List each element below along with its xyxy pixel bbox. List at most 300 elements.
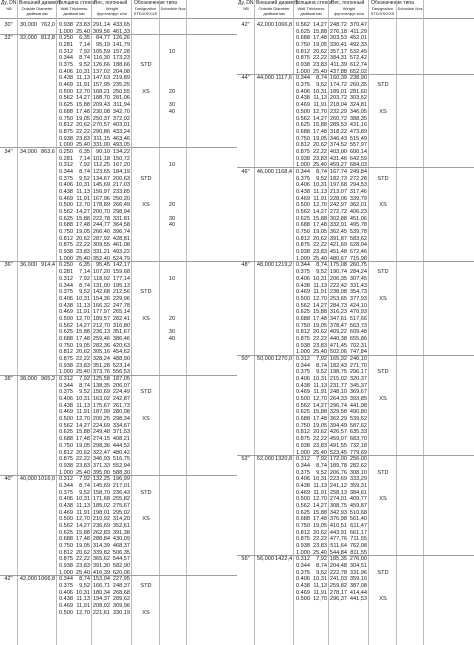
wall-mm: 20,62: [76, 449, 90, 456]
header-dn: Ду, DN: [1, 0, 17, 6]
weight-kg-m: 354,73: [349, 289, 367, 296]
weight-kg-m: 557,97: [349, 142, 367, 149]
wall-in: 0.344: [59, 282, 73, 289]
wall-mm: 11,91: [76, 195, 90, 202]
wall-mm: 11,91: [313, 589, 327, 596]
wall-in: 0.562: [59, 322, 73, 329]
wall-mm: 11,13: [313, 95, 327, 102]
wall-mm: 19,05: [313, 42, 327, 49]
weight-lb-ft: 215,02: [329, 376, 347, 383]
weight-kg-m: 255,82: [112, 496, 130, 503]
column-divider: [186, 0, 187, 645]
wall-in: 0.812: [296, 235, 310, 242]
weight-lb-ft: 190,74: [329, 269, 347, 276]
wall-mm: 12,70: [313, 295, 327, 302]
wall-in: 0.438: [59, 302, 73, 309]
wall-in: 0.500: [296, 295, 310, 302]
weight-lb-ft: 101,18: [92, 155, 110, 162]
wall-in: 0.312: [59, 162, 73, 169]
column-divider: [423, 0, 424, 645]
wall-mm: 14,27: [76, 523, 90, 529]
weight-kg-m: 206,07: [112, 382, 130, 389]
weight-kg-m: 655,86: [349, 335, 367, 342]
weight-lb-ft: 471,45: [329, 342, 347, 349]
wall-mm: 15,88: [313, 215, 327, 222]
header-wg-ru: Вес, погонный: [94, 0, 128, 6]
weight-kg-m: 311,94: [113, 102, 130, 109]
wall-mm: 23,83: [313, 442, 327, 449]
wall-mm: 8,74: [79, 282, 90, 289]
wall-mm: 11,91: [76, 82, 90, 89]
wall-mm: 8,74: [316, 168, 327, 175]
weight-kg-m: 275,67: [112, 502, 130, 509]
wall-in: 0.812: [296, 48, 310, 55]
wall-mm: 11,13: [313, 189, 327, 195]
wall-in: 0.812: [59, 449, 73, 456]
weight-lb-ft: 339,82: [92, 549, 110, 556]
weight-kg-m: 242,87: [112, 396, 130, 403]
wall-mm: 10,31: [76, 496, 90, 503]
wall-in: 0.625: [59, 215, 73, 222]
wall-in: 0.344: [296, 75, 310, 82]
wall-mm: 6,35: [79, 262, 90, 269]
wall-in: 0.750: [59, 442, 73, 449]
weight-kg-m: 177,14: [112, 275, 130, 282]
designation: XS: [379, 396, 387, 403]
wall-mm: 8,74: [79, 168, 90, 175]
weight-lb-ft: 131,00: [92, 282, 110, 289]
nominal-size: 46": [241, 168, 250, 175]
weight-kg-m: 268,68: [112, 589, 130, 596]
weight-lb-ft: 459,27: [329, 162, 347, 169]
wall-in: 0.812: [59, 549, 73, 556]
wall-mm: 19,05: [76, 115, 90, 122]
wall-in: 0.406: [59, 68, 73, 75]
outside-diameter-mm: 762,0: [41, 22, 55, 28]
weight-kg-m: 715,98: [349, 255, 367, 262]
weight-kg-m: 134,22: [112, 148, 130, 155]
wall-in: 0.500: [296, 202, 310, 209]
wall-mm: 17,48: [313, 516, 327, 523]
outside-diameter-in: 40,000: [19, 476, 37, 483]
wall-mm: 20,62: [313, 235, 327, 242]
designation: XS: [379, 202, 387, 209]
schedule: 30: [168, 102, 176, 109]
weight-kg-m: 167,20: [112, 162, 130, 169]
wall-in: 0.500: [296, 396, 310, 403]
wall-mm: 14,27: [76, 95, 90, 102]
schedule: 10: [168, 48, 176, 55]
weight-kg-m: 403,01: [112, 122, 130, 129]
schedule: 20: [168, 88, 176, 95]
weight-kg-m: 217,01: [112, 482, 130, 489]
wall-in: 0.688: [59, 108, 73, 115]
weight-kg-m: 811,55: [350, 549, 367, 556]
weight-kg-m: 188,66: [112, 62, 130, 69]
weight-kg-m: 247,78: [112, 302, 130, 309]
weight-lb-ft: 112,25: [93, 162, 110, 169]
wall-mm: 22,22: [76, 242, 90, 249]
weight-kg-m: 515,49: [349, 135, 367, 142]
wall-mm: 23,83: [76, 22, 90, 28]
wall-mm: 23,83: [76, 462, 90, 469]
wall-in: 0.500: [59, 202, 73, 209]
weight-lb-ft: 288,84: [92, 536, 110, 543]
wall-mm: 12,70: [313, 396, 327, 403]
schedule: 10: [168, 275, 176, 282]
wall-mm: 22,22: [313, 335, 327, 342]
weight-lb-ft: 212,70: [92, 322, 110, 329]
nominal-size: 38": [4, 376, 13, 383]
wall-in: 0.688: [296, 222, 310, 229]
wall-in: 0.750: [59, 543, 73, 550]
nominal-size: 42": [4, 576, 13, 583]
wall-mm: 15,88: [76, 215, 90, 222]
wall-in: 0.344: [296, 262, 310, 269]
wall-in: 1.000: [59, 569, 73, 576]
weight-kg-m: 282,41: [112, 315, 130, 322]
designation: STD: [377, 82, 389, 89]
weight-lb-ft: 160,39: [329, 75, 347, 82]
wall-mm: 8,74: [316, 462, 327, 469]
wall-mm: 7,14: [79, 155, 90, 162]
designation: STD: [377, 469, 389, 476]
wall-in: 0.688: [296, 416, 310, 423]
wall-mm: 19,05: [313, 229, 327, 236]
weight-kg-m: 539,78: [349, 229, 367, 236]
weight-lb-ft: 175,67: [92, 402, 110, 409]
wall-in: 0.312: [59, 275, 73, 282]
nominal-size: 34": [4, 148, 13, 155]
wall-mm: 11,91: [76, 509, 90, 516]
weight-kg-m: 523,14: [112, 362, 130, 369]
weight-lb-ft: 147,63: [92, 75, 110, 82]
header-wt-en: Wall Thickness дюймов мм: [297, 6, 325, 16]
wall-mm: 7,92: [316, 356, 327, 362]
weight-lb-ft: 221,61: [92, 609, 110, 616]
header-wt-ru: Толщина стенки: [58, 0, 96, 6]
wall-mm: 17,48: [313, 128, 327, 135]
weight-lb-ft: 264,33: [329, 396, 347, 403]
header-wt-en: Wall Thickness дюймов мм: [60, 6, 88, 16]
weight-lb-ft: 409,22: [329, 329, 347, 336]
weight-kg-m: 470,93: [349, 309, 367, 316]
wall-in: 0.469: [59, 509, 73, 516]
wall-in: 0.344: [59, 576, 73, 583]
weight-kg-m: 628,04: [349, 242, 367, 249]
wall-in: 0.438: [59, 402, 73, 409]
wall-mm: 17,48: [76, 536, 90, 543]
weight-kg-m: 142,17: [112, 262, 130, 269]
weight-lb-ft: 287,92: [92, 235, 110, 242]
wall-in: 0.312: [296, 556, 310, 563]
weight-lb-ft: 132,25: [92, 476, 110, 483]
weight-kg-m: 342,70: [112, 108, 130, 115]
weight-kg-m: 408,21: [112, 436, 130, 443]
wall-in: 0.375: [296, 82, 310, 89]
weight-kg-m: 250,20: [112, 195, 130, 202]
wall-in: 0.562: [296, 402, 310, 409]
weight-kg-m: 620,06: [112, 569, 130, 576]
weight-lb-ft: 84,77: [96, 35, 110, 42]
weight-kg-m: 331,96: [349, 569, 367, 576]
weight-lb-ft: 391,30: [92, 563, 110, 570]
designation: XS: [142, 516, 150, 523]
wall-in: 0.469: [296, 389, 310, 396]
designation: STD: [377, 369, 389, 376]
weight-kg-m: 204,08: [112, 68, 130, 75]
wall-in: 0.875: [59, 356, 73, 362]
weight-lb-ft: 204,48: [329, 563, 347, 570]
weight-lb-ft: 491,55: [329, 442, 347, 449]
wall-in: 0.375: [296, 569, 310, 576]
weight-lb-ft: 403,00: [329, 148, 347, 155]
wall-in: 0.562: [59, 422, 73, 429]
wall-mm: 17,48: [76, 222, 90, 229]
weight-lb-ft: 374,52: [329, 142, 347, 149]
wall-mm: 9,52: [79, 289, 90, 296]
weight-kg-m: 352,61: [112, 523, 130, 529]
wall-in: 0.375: [59, 175, 73, 182]
wall-in: 0.406: [296, 88, 310, 95]
wall-in: 0.469: [59, 82, 73, 89]
wall-mm: 11,91: [313, 489, 327, 496]
designation: STD: [377, 569, 389, 576]
wall-in: 0.562: [296, 502, 310, 509]
weight-lb-ft: 168,21: [92, 88, 110, 95]
outside-diameter-in: 44,000: [256, 75, 274, 82]
weight-lb-ft: 302,88: [329, 215, 347, 222]
wall-mm: 23,83: [313, 155, 327, 162]
weight-kg-m: 314,20: [112, 516, 130, 523]
schedule: 40: [168, 108, 176, 115]
wall-in: 0.375: [296, 469, 310, 476]
weight-kg-m: 284,24: [349, 269, 367, 276]
wall-mm: 10,31: [313, 576, 327, 583]
wall-in: 0.938: [59, 462, 73, 469]
outside-diameter-in: 36,000: [19, 262, 37, 269]
outside-diameter-in: 46,000: [256, 168, 274, 175]
outside-diameter-mm: 1219,2: [275, 262, 293, 269]
wall-in: 0.406: [59, 589, 73, 596]
wall-mm: 9,52: [316, 469, 327, 476]
wall-mm: 15,88: [76, 329, 90, 336]
weight-kg-m: 441,53: [349, 596, 367, 603]
weight-lb-ft: 394,49: [329, 422, 347, 429]
weight-lb-ft: 322,47: [92, 449, 110, 456]
weight-lb-ft: 188,70: [92, 95, 110, 102]
weight-lb-ft: 116,30: [93, 55, 110, 62]
wall-mm: 10,31: [76, 68, 90, 75]
designation: STD: [140, 583, 152, 590]
weight-lb-ft: 480,67: [329, 255, 347, 262]
weight-lb-ft: 90,10: [96, 148, 110, 155]
header-od-ru: Внешний диаметр: [19, 0, 62, 6]
wall-in: 0.938: [296, 442, 310, 449]
weight-lb-ft: 166,71: [92, 583, 110, 590]
weight-kg-m: 582,90: [112, 563, 130, 570]
weight-lb-ft: 395,00: [92, 469, 110, 476]
weight-kg-m: 433,24: [112, 128, 130, 135]
weight-kg-m: 393,85: [349, 396, 367, 403]
wall-mm: 7,14: [79, 42, 90, 49]
wall-in: 0.406: [59, 396, 73, 403]
wall-in: 0.438: [59, 75, 73, 82]
wall-in: 0.625: [59, 429, 73, 436]
weight-kg-m: 307,45: [349, 275, 367, 282]
weight-kg-m: 235,25: [112, 82, 130, 89]
wall-in: 0.250: [59, 148, 73, 155]
wall-in: 0.562: [296, 209, 310, 216]
weight-kg-m: 233,85: [112, 189, 130, 195]
weight-lb-ft: 253,65: [329, 295, 347, 302]
designation: XS: [142, 609, 150, 616]
weight-lb-ft: 411,39: [330, 62, 347, 69]
wall-in: 0.500: [59, 315, 73, 322]
wall-in: 0.406: [296, 476, 310, 483]
wall-in: 0.406: [296, 376, 310, 383]
wall-in: 0.469: [59, 603, 73, 610]
wall-mm: 12,70: [313, 596, 327, 603]
weight-lb-ft: 290,86: [92, 128, 110, 135]
weight-lb-ft: 241,03: [329, 576, 347, 583]
wall-mm: 15,88: [313, 122, 327, 129]
weight-lb-ft: 224,69: [92, 422, 110, 429]
weight-kg-m: 359,10: [349, 576, 367, 583]
wall-in: 0.875: [59, 242, 73, 249]
schedule: 40: [168, 222, 176, 229]
outside-diameter-mm: 1066,8: [275, 22, 293, 28]
weight-lb-ft: 347,61: [329, 315, 347, 322]
wall-mm: 8,74: [79, 382, 90, 389]
weight-kg-m: 779,69: [349, 449, 367, 456]
weight-kg-m: 173,23: [112, 55, 130, 62]
weight-lb-ft: 182,43: [329, 362, 347, 369]
wall-in: 0.938: [59, 362, 73, 369]
weight-kg-m: 330,19: [112, 609, 130, 616]
wall-in: 1.000: [296, 449, 310, 456]
wall-mm: 11,13: [313, 482, 327, 489]
wall-in: 0.750: [59, 115, 73, 122]
outside-diameter-in: 32,000: [19, 35, 37, 42]
weight-kg-m: 289,62: [112, 596, 130, 603]
weight-kg-m: 642,59: [349, 155, 367, 162]
weight-kg-m: 420,63: [112, 342, 130, 349]
weight-lb-ft: 187,99: [92, 409, 110, 416]
wall-in: 0.469: [59, 195, 73, 202]
wall-mm: 25,40: [313, 349, 327, 356]
wall-mm: 11,91: [76, 603, 90, 610]
weight-kg-m: 492,33: [349, 42, 367, 49]
designation: XS: [142, 202, 150, 209]
column-divider: [159, 0, 160, 645]
wall-in: 0.469: [296, 195, 310, 202]
wall-mm: 22,22: [313, 242, 327, 249]
wall-mm: 9,52: [79, 583, 90, 590]
outside-diameter-in: 52,000: [256, 456, 274, 463]
weight-kg-m: 249,84: [349, 168, 367, 175]
wall-in: 1.000: [59, 369, 73, 376]
weight-lb-ft: 291,14: [92, 22, 110, 28]
weight-lb-ft: 154,36: [92, 295, 110, 302]
weight-kg-m: 611,47: [350, 523, 367, 529]
wall-in: 0.938: [296, 249, 310, 256]
wall-in: 0.938: [296, 342, 310, 349]
weight-lb-ft: 523,45: [329, 449, 347, 456]
weight-lb-ft: 351,28: [92, 362, 110, 369]
weight-kg-m: 524,79: [112, 255, 130, 262]
weight-kg-m: 552,94: [112, 462, 130, 469]
wall-in: 0.438: [59, 596, 73, 603]
column-divider: [254, 0, 255, 645]
weight-lb-ft: 309,56: [92, 28, 110, 35]
wall-mm: 15,88: [313, 509, 327, 516]
weight-kg-m: 452,01: [349, 35, 367, 42]
weight-kg-m: 236,43: [112, 489, 130, 496]
outside-diameter-mm: 1270,0: [275, 356, 293, 362]
designation: STD: [140, 289, 152, 296]
weight-lb-ft: 331,21: [92, 249, 110, 256]
wall-mm: 14,27: [76, 209, 90, 216]
wall-mm: 7,92: [79, 476, 90, 483]
weight-kg-m: 488,90: [112, 356, 130, 362]
outside-diameter-in: 48,000: [256, 262, 274, 269]
wall-in: 0.406: [296, 576, 310, 583]
weight-lb-ft: 95,19: [96, 42, 110, 49]
header-nb: NB: [6, 6, 12, 11]
wall-in: 0.750: [296, 42, 310, 49]
wall-in: 0.750: [296, 322, 310, 329]
weight-lb-ft: 198,01: [92, 509, 110, 516]
wall-in: 0.625: [296, 28, 310, 35]
weight-kg-m: 516,75: [112, 456, 130, 463]
wall-mm: 14,27: [76, 322, 90, 329]
weight-kg-m: 431,16: [349, 122, 367, 129]
wall-in: 0.812: [59, 235, 73, 242]
weight-kg-m: 609,48: [349, 329, 367, 336]
weight-lb-ft: 208,02: [92, 603, 110, 610]
wall-in: 0.688: [296, 35, 310, 42]
weight-lb-ft: 308,75: [329, 502, 347, 509]
wall-mm: 15,88: [76, 529, 90, 536]
weight-kg-m: 238,90: [349, 75, 367, 82]
wall-in: 0.688: [59, 436, 73, 443]
wall-in: 0.406: [59, 496, 73, 503]
header-des-en: Designation STD/XS/XXS: [370, 6, 395, 16]
wall-mm: 11,13: [76, 189, 90, 195]
designation: XS: [379, 596, 387, 603]
wall-mm: 22,22: [76, 356, 90, 362]
weight-lb-ft: 107,20: [92, 269, 110, 276]
weight-lb-ft: 544,84: [329, 549, 347, 556]
wall-in: 0.938: [296, 155, 310, 162]
weight-lb-ft: 242,97: [329, 202, 347, 209]
outside-diameter-in: 30,000: [19, 22, 37, 28]
weight-lb-ft: 309,55: [92, 242, 110, 249]
wall-mm: 11,13: [76, 75, 90, 82]
wall-mm: 7,92: [79, 275, 90, 282]
weight-lb-ft: 305,16: [92, 349, 110, 356]
header-od-en: Outside Diameter дюймов мм: [258, 6, 290, 16]
wall-in: 0.500: [296, 108, 310, 115]
weight-kg-m: 303,52: [349, 95, 367, 102]
weight-lb-ft: 248,10: [329, 389, 347, 396]
weight-kg-m: 271,70: [349, 362, 367, 369]
weight-lb-ft: 303,53: [329, 35, 347, 42]
wall-in: 0.438: [59, 502, 73, 509]
weight-lb-ft: 437,88: [329, 68, 347, 75]
weight-lb-ft: 203,72: [329, 95, 347, 102]
